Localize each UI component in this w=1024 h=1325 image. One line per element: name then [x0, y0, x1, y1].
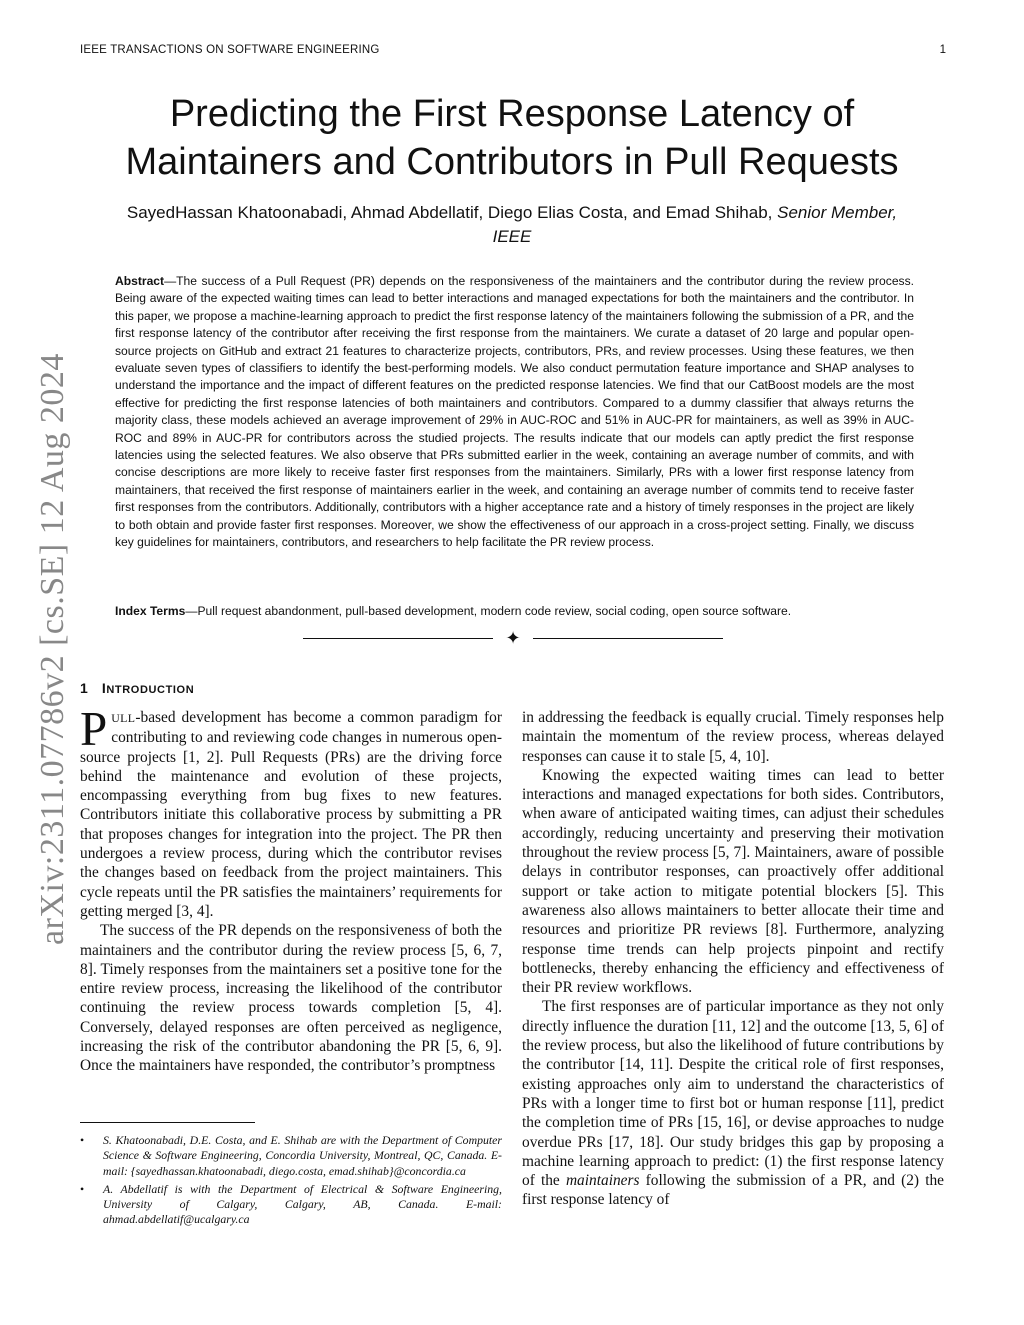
- author-names: SayedHassan Khatoonabadi, Ahmad Abdellatif, Diego Elias Costa, and Emad Shihab,: [126, 203, 773, 222]
- small-caps-lead: ULL: [111, 711, 136, 725]
- abstract-label: Abstract: [115, 274, 165, 288]
- running-header: IEEE TRANSACTIONS ON SOFTWARE ENGINEERING: [80, 44, 380, 56]
- footnote-item: [80, 1133, 502, 1179]
- footnote-bullet: •: [80, 1133, 85, 1147]
- emphasis: maintainers: [565, 1172, 640, 1190]
- section-number: 1: [80, 680, 89, 696]
- title-line-2: Maintainers and Contributors in Pull Requests: [125, 141, 899, 183]
- paragraph-text: -based development has become a common paradigm for contributing to and reviewing code changes in numerous open-source projects [1, 2]. Pull Requests (PRs) are the driving force behind the maintenance and evolution of these projects, encompassing everything from bug fixes to new features. Contributors initiate this collaborative process by submitting a PR that proposes changes for integration into the project. The PR then undergoes a review process, during which the contributor revises the changes based on feedback from the project maintainers. This cycle repeats until the PR satisfies the maintainers’ requirements for getting merged [3, 4].: [80, 709, 502, 920]
- divider-line-right: [533, 638, 723, 639]
- paragraph: Knowing the expected waiting times can lead to better interactions and managed expectations for both sides. Contributors, when aware of anticipated waiting times, can adjust their schedules accordingly, reducing uncertainty and preserving their motivation throughout the review process [5, 7]. Maintainers, aware of possible delays in contributor responses, can proactively offer additional support or take action to mitigate potential blockers [5]. This awareness also allows maintainers to better allocate their time and resources and prioritize PR reviews [8]. Furthermore, analyzing response time trends can help projects pinpoint and rectify bottlenecks, thereby enhancing the efficiency and effectiveness of their PR review workflows.: [522, 766, 944, 997]
- page-number: 1: [939, 44, 946, 56]
- author-membership: Senior Member,: [777, 203, 898, 222]
- paragraph: The success of the PR depends on the responsiveness of both the maintainers and the contributor during the review process [5, 6, 7, 8]. Timely responses from the maintainers set a positive tone for the entire review process, increasing the likelihood of the contributor continuing the review process towards completion [5, 4]. Conversely, delayed responses are often perceived as negligence, increasing the risk of the contributor abandoning the PR [5, 6, 9]. Once the maintainers have responded, the contributor’s promptness: [80, 922, 502, 1075]
- footnote-text: S. Khatoonabadi, D.E. Costa, and E. Shihab are with the Department of Computer Science & Software Engineering, Concordia University, Montreal, QC, Canada. E-mail: {sayedhassan.khatoonabadi, diego.costa, emad.shihab}@concordia.ca: [103, 1133, 502, 1178]
- footnote-text: A. Abdellatif is with the Department of Electrical & Software Engineering, University of Calgary, Calgary, AB, Canada. E-mail: ahmad.abdellatif@ucalgary.ca: [103, 1181, 502, 1227]
- title-line-1: Predicting the First Response Latency of: [169, 93, 855, 135]
- abstract-text: —The success of a Pull Request (PR) depends on the responsiveness of the maintainers and the contributor during the review process. Being aware of the expected waiting times can lead to better interactions and managed expectations for both the maintainers and the contributor. In this paper, we propose a machine-learning approach to predict the first response latency of the maintainers following the submission of a PR, and the first response latency of the contributor after receiving the first response from the maintainers. We curate a dataset of 20 large and popular open-source projects on GitHub and extract 21 features to characterize projects, contributors, PRs, and review processes. Using these features, we then evaluate seven types of classifiers to identify the best-performing models. We also conduct permutation feature importance and SHAP analyses to understand the importance and the impact of different features on the predicted response latencies. We find that our CatBoost models are the most effective for predicting the first response latencies of both maintainers and contributors. Compared to a dummy classifier that always returns the majority class, these models achieved an average improvement of 29% in AUC-ROC and 51% in AUC-PR for maintainers, as well as 39% in AUC-ROC and 89% in AUC-PR for contributors across the studied projects. The results indicate that our models can aptly predict the first response latencies using the selected features. We also observe that PRs submitted earlier in the week, containing an average number of commits, and with concise descriptions are more likely to receive faster first responses from the maintainers. Similarly, PRs with a lower first response latency from maintainers, that received the first response of maintainers earlier in the week, and containing an average number of commits tend to receive faster first responses from the contributors. Additionally, contributors with a higher acceptance rate and a history of timely responses in the project are likely to both obtain and provide faster first responses. Moreover, we show the effectiveness of our approach in a cross-project setting. Finally, we discuss key guidelines for maintainers, contributors, and researchers to help facilitate the PR review process.: [115, 274, 914, 550]
- section-title-rest: NTRODUCTION: [106, 684, 195, 696]
- divider-star-icon: ✦: [505, 628, 521, 648]
- paper-title: [80, 90, 944, 186]
- paragraph-text: following the submission of a PR, and (2) the first response latency of: [522, 1172, 945, 1209]
- section-title-initial: I: [101, 680, 107, 696]
- paragraph: in addressing the feedback is equally crucial. Timely responses help maintain the momentum of the review process, whereas delayed responses can cause it to stale [5, 4, 10].: [522, 709, 944, 765]
- paragraph: [80, 701, 502, 921]
- section-heading: [80, 680, 194, 696]
- divider-line-left: [303, 638, 493, 639]
- author-list: [80, 201, 944, 249]
- index-terms-label: Index Terms: [115, 604, 186, 618]
- body-column-left: [80, 701, 502, 1076]
- body-column-right: [522, 708, 944, 1210]
- footnote-bullet: •: [80, 1181, 85, 1196]
- footnote-rule: [80, 1122, 255, 1123]
- footnote-item: [80, 1182, 502, 1228]
- paragraph: [522, 997, 944, 1209]
- drop-cap: P: [80, 701, 108, 756]
- paragraph-text: The first responses are of particular importance as they not only directly influence the duration [11, 12] and the outcome [13, 5, 6] of the review process, but also the likelihood of future contributions by the contributor [14, 11]. Despite the critical role of first responses, existing approaches only aim to understand the characteristics of PRs with a longer time to first bot or human response [11], predict the completion time of PRs [15, 16], or devise approaches to nudge overdue PRs [17, 18]. Our study bridges this gap by proposing a machine learning approach to predict: (1) the first response latency of the: [522, 998, 944, 1190]
- section-divider: [303, 628, 723, 648]
- author-membership-ieee: IEEE: [492, 227, 532, 246]
- abstract: [115, 273, 914, 552]
- footnotes: [80, 1133, 502, 1231]
- index-terms-text: —Pull request abandonment, pull-based development, modern code review, social coding, open source software.: [185, 604, 792, 618]
- index-terms: [115, 603, 914, 620]
- arxiv-identifier-stamp: arXiv:2311.07786v2 [cs.SE] 12 Aug 2024: [34, 353, 71, 945]
